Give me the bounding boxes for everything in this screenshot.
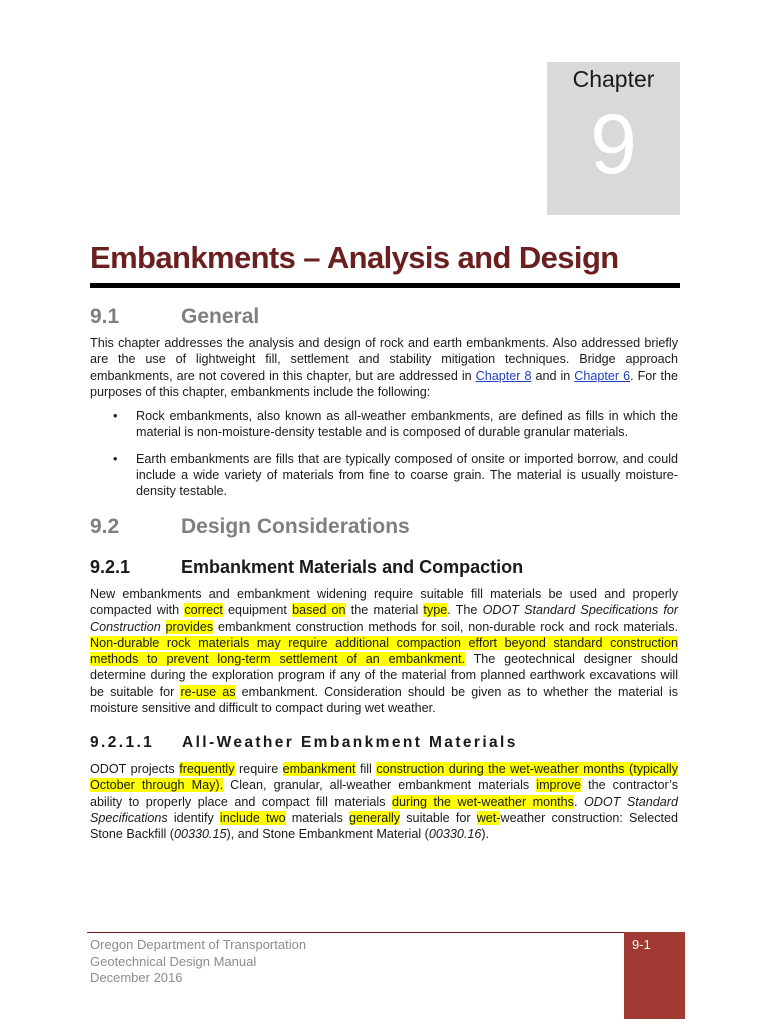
chapter-number: 9 [590, 97, 637, 191]
bullet-icon: • [113, 451, 118, 466]
list-item-text: Earth embankments are fills that are typically composed of onsite or imported borrow, and could include a wide variety of materials from fine to coarse grain. The material is usually moisture-density testable. [136, 451, 678, 499]
text-run: identify [167, 810, 220, 825]
text-run: The geotechnical designer should determine during the exploration program if any of the material from planned earthwork excavations will be suitable for [90, 652, 679, 699]
section-heading-9-1 [90, 305, 259, 329]
general-paragraph [90, 335, 678, 400]
page-number-badge [624, 932, 685, 1019]
section-number: 9.2.1.1 [90, 734, 155, 751]
text-run: require [234, 762, 283, 776]
footer-agency: Oregon Department of Transportation [90, 937, 307, 952]
text-run: . For the purposes of this chapter, embankments include the following: [90, 368, 678, 399]
section-heading-9-2-1-1 [90, 734, 518, 752]
text-run: . [573, 794, 584, 809]
spec-reference: ODOT Standard Specifications [90, 794, 678, 825]
text-run: ODOT projects [90, 762, 180, 776]
highlight: wet- [476, 810, 501, 825]
bullet-icon: • [113, 409, 118, 423]
text-run: embankment construction methods for soil, non-durable rock and rock materials. [213, 619, 678, 634]
section-number: 9.1 [90, 305, 120, 328]
spec-code: 00330.15 [174, 827, 227, 842]
text-run: ). [481, 827, 490, 842]
footer-manual: Geotechnical Design Manual [90, 953, 257, 969]
section-title: Design Considerations [181, 515, 410, 538]
text-run [161, 620, 166, 634]
list-item [90, 451, 678, 500]
text-run: . The [447, 603, 483, 618]
highlight: frequently [179, 762, 235, 776]
page-number: 9-1 [632, 937, 651, 952]
materials-compaction-paragraph [90, 586, 678, 716]
section-heading-9-2-1 [90, 557, 523, 578]
spec-code: 00330.16 [428, 827, 482, 842]
highlight: construction during the wet-weather months (typically October through May). [90, 762, 678, 793]
highlight: provides [165, 619, 214, 634]
text-run: weather construction: Selected Stone Backfill ( [90, 810, 679, 842]
footer-text [90, 937, 306, 987]
highlight: improve [536, 778, 582, 793]
section-number: 9.2 [90, 515, 120, 538]
highlight: type [423, 603, 448, 618]
text-run: the contractor’s ability to properly place and compact fill materials [90, 778, 678, 809]
text-run: suitable for [400, 810, 477, 825]
highlight: embankment [282, 762, 356, 776]
section-title: All-Weather Embankment Materials [182, 734, 518, 751]
footer-date: December 2016 [90, 970, 183, 985]
highlight: re-use as [180, 684, 236, 699]
chapter-box [547, 62, 680, 215]
highlight: correct [184, 603, 223, 618]
text-run: embankment. Consideration should be given as to whether the material is moisture sensitive and difficult to compact during wet weather. [90, 684, 678, 716]
page-title: Embankments – Analysis and Design [90, 240, 619, 275]
list-item-text: Rock embankments, also known as all-weather embankments, are defined as fills in which the material is non-moisture-density testable and is composed of durable granular materials. [136, 409, 678, 440]
text-run: Clean, granular, all-weather embankment materials [223, 778, 537, 793]
text-run: ), and Stone Embankment Material ( [226, 827, 429, 842]
list-item [90, 408, 678, 441]
text-run: and in [531, 368, 575, 383]
footer-rule [87, 932, 624, 933]
section-title: Embankment Materials and Compaction [181, 557, 524, 577]
highlight: based on [292, 603, 346, 618]
chapter-6-link[interactable]: Chapter 6 [574, 368, 631, 383]
section-heading-9-2 [90, 515, 410, 539]
highlight: generally [349, 810, 401, 825]
highlight: during the wet-weather months [392, 794, 574, 809]
chapter-8-link[interactable]: Chapter 8 [475, 368, 532, 383]
all-weather-paragraph [90, 761, 678, 842]
spec-reference: ODOT Standard Specifications for Construction [90, 603, 679, 634]
chapter-label: Chapter [572, 66, 655, 92]
highlight: Non-durable rock materials may require additional compaction effort beyond standard construction methods to prevent long-term settlement of an embankment. [90, 635, 678, 667]
embankment-types-list [90, 408, 678, 509]
text-run: New embankments and embankment widening require suitable fill materials be used and properly compacted with [90, 587, 678, 618]
text-run: the material [345, 603, 424, 618]
text-run: equipment [222, 603, 293, 618]
title-rule [90, 283, 680, 288]
section-number: 9.2.1 [90, 557, 131, 577]
text-run: This chapter addresses the analysis and design of rock and earth embankments. Also addressed briefly are the use of lightweight fill, settlement and stability mitigation techniques. Bridge approach embankments, are not covered in this chapter, but are addressed in [90, 336, 678, 383]
text-run: fill [355, 762, 377, 776]
highlight: include two [219, 810, 286, 825]
section-title: General [181, 305, 260, 328]
text-run: materials [285, 810, 349, 825]
